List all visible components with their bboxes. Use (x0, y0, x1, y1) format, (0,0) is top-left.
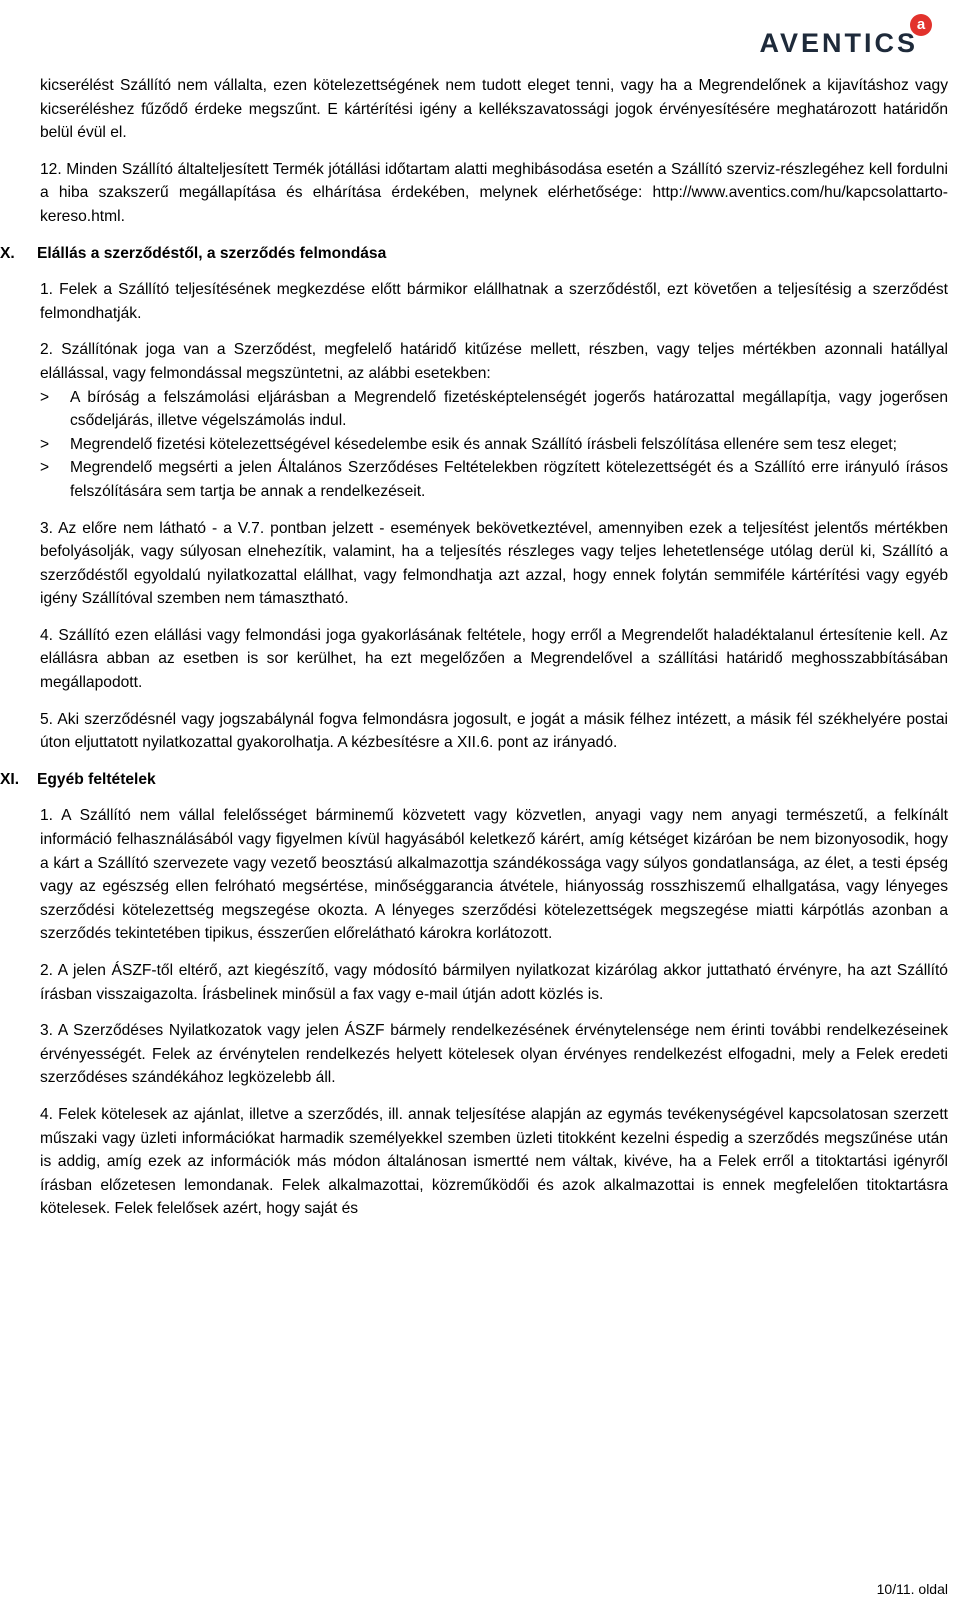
paragraph-12: 12. Minden Szállító általteljesített Termék jótállási időtartam alatti meghibásodása esetén a Szállító szerviz-részlegéhez kell fordulni a hiba szakszerű megállapítása és elhárítása érdekében, melynek elérhetősége: http://www.aventics.com/hu/kapcsolattarto-kereso.html. (40, 160, 948, 225)
section-x-item-2: 2. Szállítónak joga van a Szerződést, megfelelő határidő kitűzése mellett, részben, vagy teljes mértékben azonnali hatállyal elállással, vagy felmondással megszüntetni, az alábbi esetekben: (40, 341, 948, 382)
section-x-item-1: 1. Felek a Szállító teljesítésének megkezdése előtt bármikor elállhatnak a szerződéstől, ezt követően a teljesítésig a szerződést felmondhatják. (40, 281, 948, 322)
document-body (0, 74, 948, 1221)
aventics-logo (756, 6, 946, 56)
logo-mark: a (910, 14, 932, 36)
section-title: Elállás a szerződéstől, a szerződés felmondása (37, 244, 387, 262)
paragraph-continuation: kicserélést Szállító nem vállalta, ezen kötelezettségének nem tudott eleget tenni, vagy ha a Megrendelőnek a kijavításhoz vagy kicseréléshez fűződő érdeke megszűnt. E kártérítési igény a kellékszavatossági jogok érvényesítésére meghatározott határidőn belül évül el. (40, 77, 948, 142)
list-item (40, 456, 948, 503)
bullet-text: A bíróság a felszámolási eljárásban a Megrendelő fizetésképtelenségét jogerős határozattal megállapítja, vagy jogerősen csődeljárás, illetve végelszámolás indul. (70, 388, 948, 430)
bullet-text: Megrendelő megsérti a jelen Általános Szerződéses Feltételekben rögzített kötelezettségét és a Szállító erre irányuló írásos felszólítására sem tartja be annak a rendelkezéseit. (70, 459, 948, 500)
section-xi-item-2: 2. A jelen ÁSZF-től eltérő, azt kiegészítő, vagy módosító bármilyen nyilatkozat kizárólag akkor juttatható érvényre, ha azt Szállító írásban visszaigazolta. Írásbelinek minősül a fax vagy e-mail útján adott közlés is. (40, 962, 948, 1003)
section-xi-item-1: 1. A Szállító nem vállal felelősséget bárminemű közvetett vagy közvetlen, anyagi vagy nem anyagi természetű, a felkínált információ felhasználásából vagy figyelmen kívül hagyásából keletkező kárért, amíg kétséget kizáróan be nem bizonyosodik, hogy a kárt a Szállító szervezete vagy vezető beosztású alkalmazottja szándékossága vagy súlyos gondatlansága, az élet, a testi épség vagy az egészség ellen felróható megsértése, minőséggarancia átvétele, hiányosság rosszhiszemű elhallgatása, vagy lényeges szerződési kötelezettség megszegése okozta. A lényeges szerződési kötelezettségek megszegése miatti kárpótlás azonban a szerződés tekintetében tipikus, ésszerűen előrelátható károkra korlátozott. (40, 807, 948, 943)
section-xi-item-4: 4. Felek kötelesek az ajánlat, illetve a szerződés, ill. annak teljesítése alapján az egymás tevékenységével kapcsolatosan szerzett műszaki vagy üzleti információkat harmadik személyekkel szemben üzleti titokként kezelni éspedig a szerződés megszűnése után is addig, amíg ezek az információk más módon általánosan ismertté nem váltak, kivéve, ha a Felek erről a titoktartási igényről írásban előzetesen lemondanak. Felek alkalmazottai, közreműködői és azok alkalmazottai is ennek megfelelően titoktartásra kötelesek. Felek felelősek azért, hogy saját és (40, 1105, 948, 1218)
section-number: XI. (0, 770, 20, 788)
section-x-item-4: 4. Szállító ezen elállási vagy felmondási joga gyakorlásának feltétele, hogy erről a Megrendelőt haladéktalanul értesítenie kell. Az elállásra abban az esetben is sor kerülhet, ha ezt megelőzően a Megrendelővel a szállítási határidő meghosszabbításában megállapodott. (40, 626, 948, 692)
bullet-marker: > (40, 435, 50, 453)
section-x-heading (0, 242, 948, 266)
section-x-item-3: 3. Az előre nem látható - a V.7. pontban jelzett - események bekövetkeztével, amennyiben ezek a teljesítést jelentős mértékben befolyásolják, vagy súlyosan elnehezítik, valamint, ha a teljesítés részleges vagy teljes lehetetlensége utólag derül ki, Szállító a szerződéstől egyoldalú nyilatkozattal elállhat, vagy felmondhatja azt azzal, hogy ennek folytán semmiféle kártérítési vagy egyéb igény Szállítóval szemben nem támasztható. (40, 519, 948, 608)
bullet-text: Megrendelő fizetési kötelezettségével késedelembe esik és annak Szállító írásbeli felszólítása ellenére sem tesz eleget; (70, 435, 897, 453)
section-x-item-5: 5. Aki szerződésnél vagy jogszabálynál fogva felmondásra jogosult, e jogát a másik félhez intézett, a másik fél székhelyére postai úton eljuttatott nyilatkozattal gyakorolhatja. A kézbesítésre a XII.6. pont az irányadó. (40, 710, 948, 752)
section-xi-item-3: 3. A Szerződéses Nyilatkozatok vagy jelen ÁSZF bármely rendelkezésének érvénytelensége nem érinti további rendelkezéseinek érvényességét. Felek az érvénytelen rendelkezés helyett kötelesek olyan érvényes rendelkezést elfogadni, mely a Felek eredeti szerződéses szándékához legközelebb áll. (40, 1022, 948, 1087)
page-number: 10/11. oldal (876, 1581, 948, 1597)
bullet-marker: > (40, 459, 50, 477)
logo-text: AVENTICS (759, 28, 918, 58)
section-number: X. (0, 244, 15, 262)
list-item (40, 433, 948, 457)
bullet-marker: > (40, 388, 50, 406)
list-item (40, 386, 948, 433)
section-title: Egyéb feltételek (37, 770, 156, 788)
section-xi-heading (0, 768, 948, 792)
